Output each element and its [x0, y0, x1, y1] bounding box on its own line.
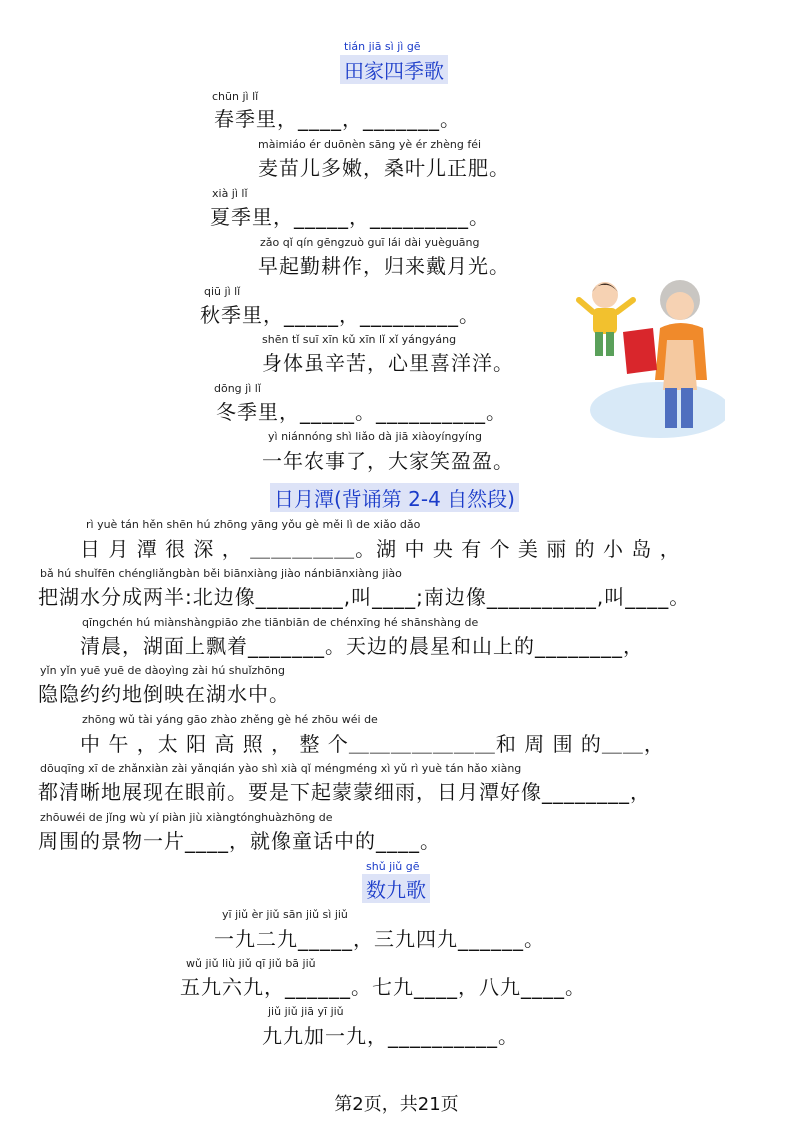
- poem2-line6-pinyin: dōuqīng xī de zhǎnxiàn zài yǎnqián yào shì xià qǐ méngméng xì yǔ rì yuè tán hǎo xiàng: [40, 762, 522, 775]
- poem1-line5-pinyin: qiū jì lǐ: [204, 285, 241, 298]
- poem3-line3-pinyin: jiǔ jiǔ jiā yī jiǔ: [268, 1005, 344, 1018]
- poem1-line2-pinyin: màimiáo ér duōnèn sāng yè ér zhèng féi: [258, 138, 482, 151]
- poem3-title-pinyin: shǔ jiǔ gē: [366, 860, 420, 873]
- poem1-line4: 早起勤耕作，归来戴月光。: [258, 254, 510, 278]
- poem3-line1-pinyin: yī jiǔ èr jiǔ sān jiǔ sì jiǔ: [222, 908, 348, 921]
- poem3-title: 数九歌: [362, 874, 430, 903]
- poem2-line3: 清晨，湖面上飘着_______。天边的晨星和山上的________，: [80, 634, 644, 658]
- poem1-line3: 夏季里，_____，_________。: [210, 205, 490, 229]
- poem1-line1: 春季里，____，_______。: [214, 107, 461, 131]
- poem3-line2-pinyin: wǔ jiǔ liù jiǔ qī jiǔ bā jiǔ: [186, 957, 316, 970]
- poem2-line4: 隐隐约约地倒映在湖水中。: [38, 682, 290, 706]
- poem2-title: 日月潭(背诵第 2-4 自然段): [270, 483, 519, 512]
- grandma-child-illustration: [575, 270, 725, 440]
- poem1-line7: 冬季里，_____。__________。: [216, 400, 507, 424]
- poem1-line5: 秋季里，_____，_________。: [200, 303, 480, 327]
- poem1-line3-pinyin: xià jì lǐ: [212, 187, 248, 200]
- poem1-line8-pinyin: yì niánnóng shì liǎo dà jiā xiàoyíngyíng: [268, 430, 482, 443]
- poem1-line8: 一年农事了，大家笑盈盈。: [262, 449, 514, 473]
- poem2-line2-pinyin: bǎ hú shuǐfēn chéngliǎngbàn běi biānxiàng jiào nánbiānxiàng jiào: [40, 567, 402, 580]
- poem2-line7: 周围的景物一片____，就像童话中的____。: [38, 829, 441, 853]
- poem3-line1: 一九二九_____，三九四九______。: [214, 927, 545, 951]
- poem1-line4-pinyin: zǎo qǐ qín gēngzuò guī lái dài yuèguāng: [260, 236, 480, 249]
- poem1-line2: 麦苗儿多嫩，桑叶儿正肥。: [258, 156, 510, 180]
- poem2-line4-pinyin: yǐn yǐn yuē yuē de dàoyìng zài hú shuǐzhōng: [40, 664, 285, 677]
- page-number: 第2页，共21页: [334, 1094, 459, 1115]
- poem1-line7-pinyin: dōng jì lǐ: [214, 382, 261, 395]
- poem2-line3-pinyin: qīngchén hú miànshàngpiāo zhe tiānbiān de chénxīng hé shānshàng de: [82, 616, 479, 629]
- poem2-line2: 把湖水分成两半:北边像________,叫____;南边像__________,叫____。: [38, 585, 691, 609]
- poem1-title-pinyin: tián jiā sì jì gē: [344, 40, 421, 53]
- poem2-line5: 中 午 ，太 阳 高 照 ， 整 个＿＿＿＿＿＿＿和 周 围 的＿＿，: [80, 732, 665, 756]
- poem1-line6: 身体虽辛苦，心里喜洋洋。: [262, 351, 514, 375]
- poem1-line1-pinyin: chūn jì lǐ: [212, 90, 259, 103]
- poem3-line3: 九九加一九，__________。: [262, 1024, 519, 1048]
- poem2-line1: 日 月 潭 很 深 ， ＿＿＿＿＿。湖 中 央 有 个 美 丽 的 小 岛 ，: [80, 537, 681, 561]
- poem3-line2: 五九六九，______。七九____，八九____。: [180, 975, 586, 999]
- poem2-line7-pinyin: zhōuwéi de jǐng wù yí piàn jiù xiàngtónghuàzhōng de: [40, 811, 333, 824]
- poem2-line6: 都清晰地展现在眼前。要是下起蒙蒙细雨，日月潭好像________，: [38, 780, 651, 804]
- poem2-line1-pinyin: rì yuè tán hěn shēn hú zhōng yāng yǒu gè měi lì de xiǎo dǎo: [86, 518, 421, 531]
- poem1-title: 田家四季歌: [340, 55, 448, 84]
- poem1-line6-pinyin: shēn tǐ suī xīn kǔ xīn lǐ xǐ yángyáng: [262, 333, 457, 346]
- poem2-line5-pinyin: zhōng wǔ tài yáng gāo zhào zhěng gè hé zhōu wéi de: [82, 713, 378, 726]
